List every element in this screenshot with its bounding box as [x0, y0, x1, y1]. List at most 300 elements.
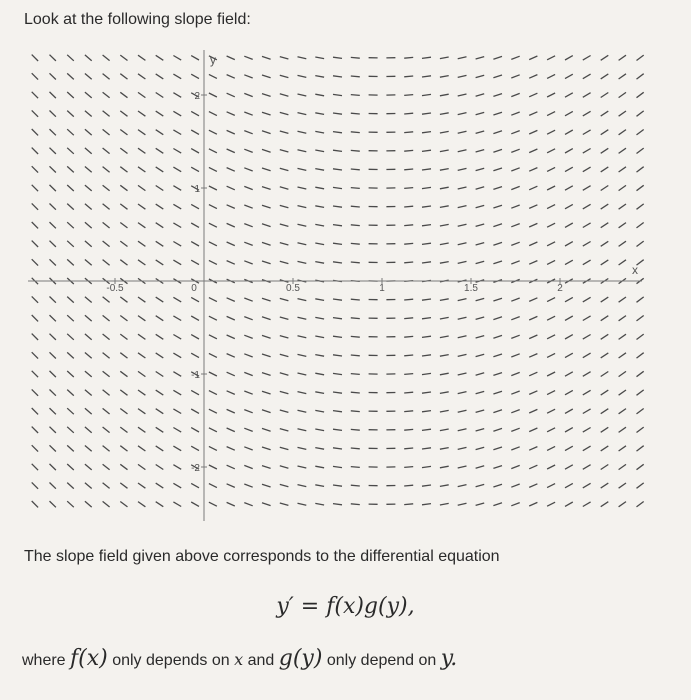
- slope-segment: [280, 75, 289, 77]
- slope-segment: [120, 74, 127, 79]
- slope-segment: [476, 187, 485, 189]
- slope-segment: [476, 429, 485, 431]
- slope-segment: [85, 464, 92, 470]
- slope-segment: [32, 129, 38, 135]
- slope-segment: [244, 205, 252, 208]
- slope-segment: [120, 353, 127, 358]
- slope-segment: [280, 168, 289, 170]
- slope-segment: [476, 484, 485, 486]
- slope-segment: [315, 466, 324, 468]
- slope-segment: [333, 299, 342, 300]
- slope-segment: [601, 186, 609, 191]
- slope-segment: [422, 262, 431, 263]
- slope-segment: [298, 75, 307, 77]
- slope-segment: [601, 130, 609, 135]
- slope-segment: [120, 92, 127, 97]
- slope-segment: [476, 243, 485, 245]
- slope-segment: [637, 427, 644, 432]
- slope-segment: [565, 409, 573, 413]
- slope-segment: [601, 390, 609, 395]
- slope-segment: [404, 448, 413, 449]
- slope-segment: [547, 298, 555, 302]
- slope-segment: [262, 354, 271, 357]
- slope-segment: [85, 74, 92, 80]
- slope-segment: [298, 94, 307, 96]
- slope-segment: [458, 131, 467, 133]
- slope-segment: [227, 372, 235, 376]
- slope-segment: [440, 131, 449, 133]
- slope-segment: [440, 448, 449, 450]
- slope-segment: [227, 205, 235, 209]
- slope-segment: [209, 167, 217, 171]
- slope-segment: [138, 390, 145, 395]
- slope-segment: [333, 448, 342, 449]
- slope-segment: [50, 129, 56, 135]
- slope-segment: [32, 259, 38, 265]
- slope-segment: [619, 241, 626, 246]
- slope-segment: [404, 504, 413, 505]
- slope-segment: [547, 353, 555, 357]
- slope-segment: [138, 371, 145, 376]
- slope-segment: [244, 335, 252, 338]
- slope-segment: [280, 503, 289, 505]
- slope-segment: [32, 55, 38, 61]
- slope-segment: [173, 409, 181, 414]
- slope-segment: [404, 355, 413, 356]
- slope-segment: [156, 483, 164, 488]
- slope-segment: [85, 371, 92, 377]
- slope-segment: [601, 297, 609, 302]
- slope-segment: [440, 150, 449, 152]
- slope-segment: [67, 464, 74, 470]
- slope-segment: [351, 169, 360, 170]
- slope-segment: [67, 148, 74, 154]
- slope-segment: [67, 222, 74, 228]
- slope-segment: [173, 111, 181, 116]
- slope-segment: [493, 261, 502, 264]
- slope-segment: [191, 74, 199, 78]
- slope-segment: [244, 56, 252, 59]
- slope-segment: [156, 74, 164, 79]
- slope-segment: [173, 130, 181, 135]
- slope-segment: [351, 318, 360, 319]
- slope-segment: [173, 260, 181, 265]
- slope-segment: [333, 243, 342, 244]
- slope-segment: [138, 111, 145, 116]
- slope-segment: [351, 504, 360, 505]
- slope-segment: [85, 446, 92, 452]
- slope-segment: [583, 260, 591, 265]
- slope-segment: [511, 410, 519, 413]
- slope-segment: [280, 429, 289, 431]
- slope-segment: [404, 76, 413, 77]
- slope-segment: [298, 373, 307, 375]
- slope-segment: [583, 223, 591, 228]
- slope-segment: [351, 188, 360, 189]
- slope-segment: [511, 168, 519, 171]
- slope-segment: [67, 73, 74, 79]
- slope-segment: [298, 336, 307, 338]
- slope-segment: [565, 242, 573, 246]
- slope-segment: [422, 299, 431, 300]
- slope-segment: [85, 334, 92, 340]
- slope-segment: [547, 372, 555, 376]
- slope-segment: [583, 74, 591, 79]
- slope-segment: [476, 410, 485, 412]
- slope-segment: [156, 111, 164, 116]
- slope-segment: [209, 93, 217, 97]
- slope-segment: [422, 411, 431, 412]
- slope-segment: [50, 204, 56, 210]
- slope-segment: [583, 409, 591, 414]
- slope-segment: [280, 410, 289, 412]
- slope-segment: [458, 354, 467, 356]
- slope-segment: [529, 223, 537, 227]
- slope-segment: [583, 446, 591, 451]
- slope-segment: [209, 372, 217, 376]
- slope-segment: [583, 428, 591, 433]
- slope-segment: [440, 429, 449, 431]
- slope-segment: [103, 55, 110, 61]
- slope-segment: [173, 335, 181, 340]
- slope-segment: [32, 408, 38, 414]
- slope-segment: [619, 204, 626, 209]
- slope-segment: [440, 466, 449, 468]
- slope-segment: [351, 95, 360, 96]
- slope-segment: [458, 466, 467, 468]
- slope-segment: [315, 57, 324, 59]
- slope-segment: [244, 484, 252, 487]
- slope-segment: [547, 223, 555, 227]
- slope-segment: [565, 316, 573, 320]
- slope-segment: [404, 318, 413, 319]
- slope-segment: [191, 111, 199, 115]
- footnote-where: where: [22, 652, 66, 669]
- slope-segment: [191, 56, 199, 60]
- slope-segment: [404, 95, 413, 96]
- slope-segment: [529, 447, 537, 451]
- slope-segment: [50, 352, 56, 358]
- slope-segment: [351, 374, 360, 375]
- slope-segment: [67, 352, 74, 358]
- slope-segment: [244, 131, 252, 134]
- slope-segment: [619, 409, 626, 414]
- slope-segment: [156, 427, 164, 432]
- slope-segment: [351, 113, 360, 114]
- slope-segment: [333, 57, 342, 58]
- slope-segment: [138, 204, 145, 209]
- slope-segment: [493, 94, 502, 97]
- slope-segment: [422, 76, 431, 77]
- slope-segment: [120, 371, 127, 376]
- x-axis-label: x: [632, 263, 638, 277]
- slope-segment: [209, 149, 217, 153]
- slope-segment: [440, 76, 449, 78]
- slope-segment: [315, 336, 324, 338]
- caption-text: The slope field given above corresponds to the differential equation: [24, 548, 500, 565]
- slope-segment: [440, 243, 449, 245]
- slope-segment: [173, 502, 181, 507]
- slope-segment: [404, 169, 413, 170]
- slope-segment: [298, 410, 307, 412]
- slope-segment: [173, 149, 181, 154]
- slope-segment: [298, 485, 307, 487]
- slope-segment: [637, 502, 644, 507]
- slope-segment: [191, 242, 199, 246]
- slope-segment: [529, 205, 537, 209]
- slope-segment: [637, 148, 644, 153]
- slope-segment: [173, 297, 181, 302]
- slope-segment: [191, 260, 199, 264]
- slope-segment: [156, 130, 164, 135]
- slope-segment: [637, 55, 644, 60]
- slope-segment: [583, 372, 591, 377]
- slope-segment: [315, 113, 324, 115]
- slope-segment: [458, 392, 467, 394]
- slope-segment: [85, 501, 92, 507]
- slope-segment: [262, 242, 271, 245]
- slope-segment: [529, 298, 537, 302]
- slope-segment: [583, 502, 591, 507]
- slope-segment: [227, 223, 235, 227]
- slope-segment: [547, 149, 555, 153]
- slope-segment: [32, 73, 38, 79]
- slope-segment: [227, 447, 235, 451]
- slope-segment: [476, 150, 485, 152]
- slope-segment: [244, 298, 252, 301]
- slope-segment: [458, 485, 467, 487]
- slope-segment: [529, 242, 537, 246]
- slope-segment: [315, 76, 324, 78]
- slope-segment: [351, 429, 360, 430]
- slope-segment: [262, 56, 271, 59]
- slope-segment: [440, 317, 449, 319]
- slope-segment: [619, 427, 626, 432]
- slope-segment: [298, 354, 307, 356]
- slope-segment: [315, 169, 324, 171]
- slope-segment: [120, 130, 127, 135]
- slope-segment: [103, 222, 110, 228]
- slope-segment: [138, 241, 145, 246]
- slope-segment: [244, 372, 252, 375]
- slope-segment: [601, 465, 609, 470]
- slope-segment: [298, 429, 307, 431]
- slope-segment: [227, 130, 235, 134]
- slope-segment: [103, 446, 110, 452]
- slope-segment: [476, 391, 485, 393]
- slope-segment: [156, 148, 164, 153]
- slope-segment: [440, 392, 449, 394]
- slope-segment: [227, 298, 235, 302]
- slope-segment: [565, 372, 573, 376]
- slope-segment: [637, 74, 644, 79]
- slope-segment: [32, 334, 38, 340]
- slope-segment: [493, 149, 502, 152]
- slope-segment: [619, 148, 626, 153]
- slope-segment: [440, 169, 449, 171]
- slope-segment: [529, 391, 537, 395]
- slope-segment: [120, 483, 127, 488]
- slope-segment: [280, 298, 289, 300]
- slope-segment: [103, 241, 110, 247]
- slope-segment: [191, 335, 199, 339]
- slope-segment: [493, 484, 502, 487]
- slope-segment: [476, 503, 485, 505]
- slope-segment: [173, 446, 181, 451]
- slope-segment: [262, 373, 271, 376]
- slope-segment: [619, 74, 626, 79]
- slope-segment: [422, 318, 431, 319]
- slope-segment: [138, 409, 145, 414]
- slope-segment: [227, 316, 235, 320]
- slope-segment: [227, 168, 235, 172]
- slope-segment: [298, 299, 307, 301]
- slope-segment: [209, 260, 217, 264]
- slope-segment: [209, 316, 217, 320]
- slope-segment: [191, 390, 199, 394]
- slope-segment: [601, 74, 609, 79]
- slope-segment: [511, 503, 519, 506]
- slope-segment: [244, 149, 252, 152]
- slope-segment: [547, 130, 555, 134]
- slope-segment: [67, 334, 74, 340]
- slope-segment: [67, 297, 74, 303]
- slope-segment: [315, 448, 324, 450]
- slope-segment: [458, 447, 467, 449]
- slope-segment: [209, 465, 217, 469]
- slope-segment: [67, 204, 74, 210]
- slope-segment: [547, 316, 555, 320]
- slope-segment: [511, 372, 519, 375]
- slope-segment: [209, 112, 217, 116]
- slope-segment: [32, 482, 38, 488]
- slope-segment: [156, 390, 164, 395]
- slope-segment: [529, 354, 537, 358]
- slope-segment: [156, 93, 164, 98]
- slope-segment: [529, 149, 537, 153]
- slope-segment: [440, 336, 449, 338]
- slope-segment: [315, 317, 324, 319]
- slope-segment: [422, 504, 431, 505]
- slope-segment: [227, 56, 235, 60]
- slope-segment: [156, 297, 164, 302]
- slope-segment: [298, 113, 307, 115]
- slope-segment: [422, 206, 431, 207]
- slope-segment: [103, 74, 110, 80]
- slope-segment: [422, 57, 431, 58]
- slope-segment: [351, 411, 360, 412]
- slope-segment: [156, 186, 164, 191]
- slope-segment: [85, 241, 92, 247]
- slope-segment: [244, 75, 252, 78]
- slope-segment: [565, 353, 573, 357]
- slope-segment: [85, 315, 92, 321]
- slope-segment: [156, 446, 164, 451]
- slope-segment: [637, 390, 644, 395]
- slope-segment: [529, 56, 537, 60]
- slope-segment: [511, 93, 519, 96]
- slope-segment: [32, 148, 38, 154]
- slope-segment: [120, 185, 127, 190]
- slope-segment: [333, 336, 342, 337]
- slope-segment: [120, 297, 127, 302]
- slope-segment: [209, 242, 217, 246]
- slope-segment: [458, 75, 467, 77]
- slope-segment: [619, 502, 626, 507]
- slope-segment: [440, 373, 449, 375]
- slope-segment: [262, 205, 271, 208]
- slope-segment: [191, 316, 199, 320]
- slope-segment: [298, 206, 307, 208]
- slope-segment: [315, 94, 324, 96]
- slope-segment: [298, 150, 307, 152]
- slope-segment: [422, 132, 431, 133]
- slope-segment: [138, 502, 145, 507]
- slope-segment: [262, 298, 271, 301]
- slope-segment: [333, 429, 342, 430]
- slope-segment: [637, 464, 644, 469]
- slope-segment: [262, 466, 271, 469]
- slope-segment: [244, 224, 252, 227]
- slope-segment: [547, 484, 555, 488]
- slope-segment: [280, 243, 289, 245]
- slope-segment: [120, 204, 127, 209]
- slope-segment: [191, 149, 199, 153]
- slope-segment: [156, 316, 164, 321]
- slope-segment: [476, 298, 485, 300]
- slope-segment: [298, 224, 307, 226]
- slope-segment: [619, 353, 626, 358]
- slope-segment: [50, 334, 56, 340]
- slope-segment: [191, 297, 199, 301]
- slope-segment: [280, 317, 289, 319]
- slope-segment: [583, 93, 591, 98]
- slope-segment: [619, 316, 626, 321]
- slope-segment: [67, 241, 74, 247]
- slope-segment: [493, 335, 502, 338]
- slope-segment: [156, 465, 164, 470]
- slope-segment: [85, 390, 92, 396]
- slope-segment: [156, 334, 164, 339]
- slope-segment: [422, 225, 431, 226]
- slope-segment: [333, 132, 342, 133]
- slope-segment: [529, 409, 537, 413]
- slope-segment: [476, 224, 485, 226]
- slope-segment: [458, 57, 467, 59]
- x-tick-label: -0.5: [106, 283, 124, 294]
- slope-segment: [156, 167, 164, 172]
- slope-segment: [458, 150, 467, 152]
- slope-segment: [547, 409, 555, 413]
- slope-segment: [351, 485, 360, 486]
- slope-segment: [637, 130, 644, 135]
- slope-segment: [227, 391, 235, 395]
- slope-segment: [138, 334, 145, 339]
- slope-segment: [493, 242, 502, 245]
- slope-segment: [262, 317, 271, 320]
- slope-segment: [156, 353, 164, 358]
- slope-segment: [565, 390, 573, 394]
- slope-segment: [529, 112, 537, 116]
- x-tick-label: 2: [557, 283, 563, 294]
- slope-segment: [32, 166, 38, 172]
- slope-segment: [404, 150, 413, 151]
- slope-segment: [404, 132, 413, 133]
- math-y: y.: [440, 646, 458, 671]
- slope-segment: [547, 335, 555, 339]
- slope-segment: [565, 167, 573, 171]
- slope-segment: [583, 111, 591, 116]
